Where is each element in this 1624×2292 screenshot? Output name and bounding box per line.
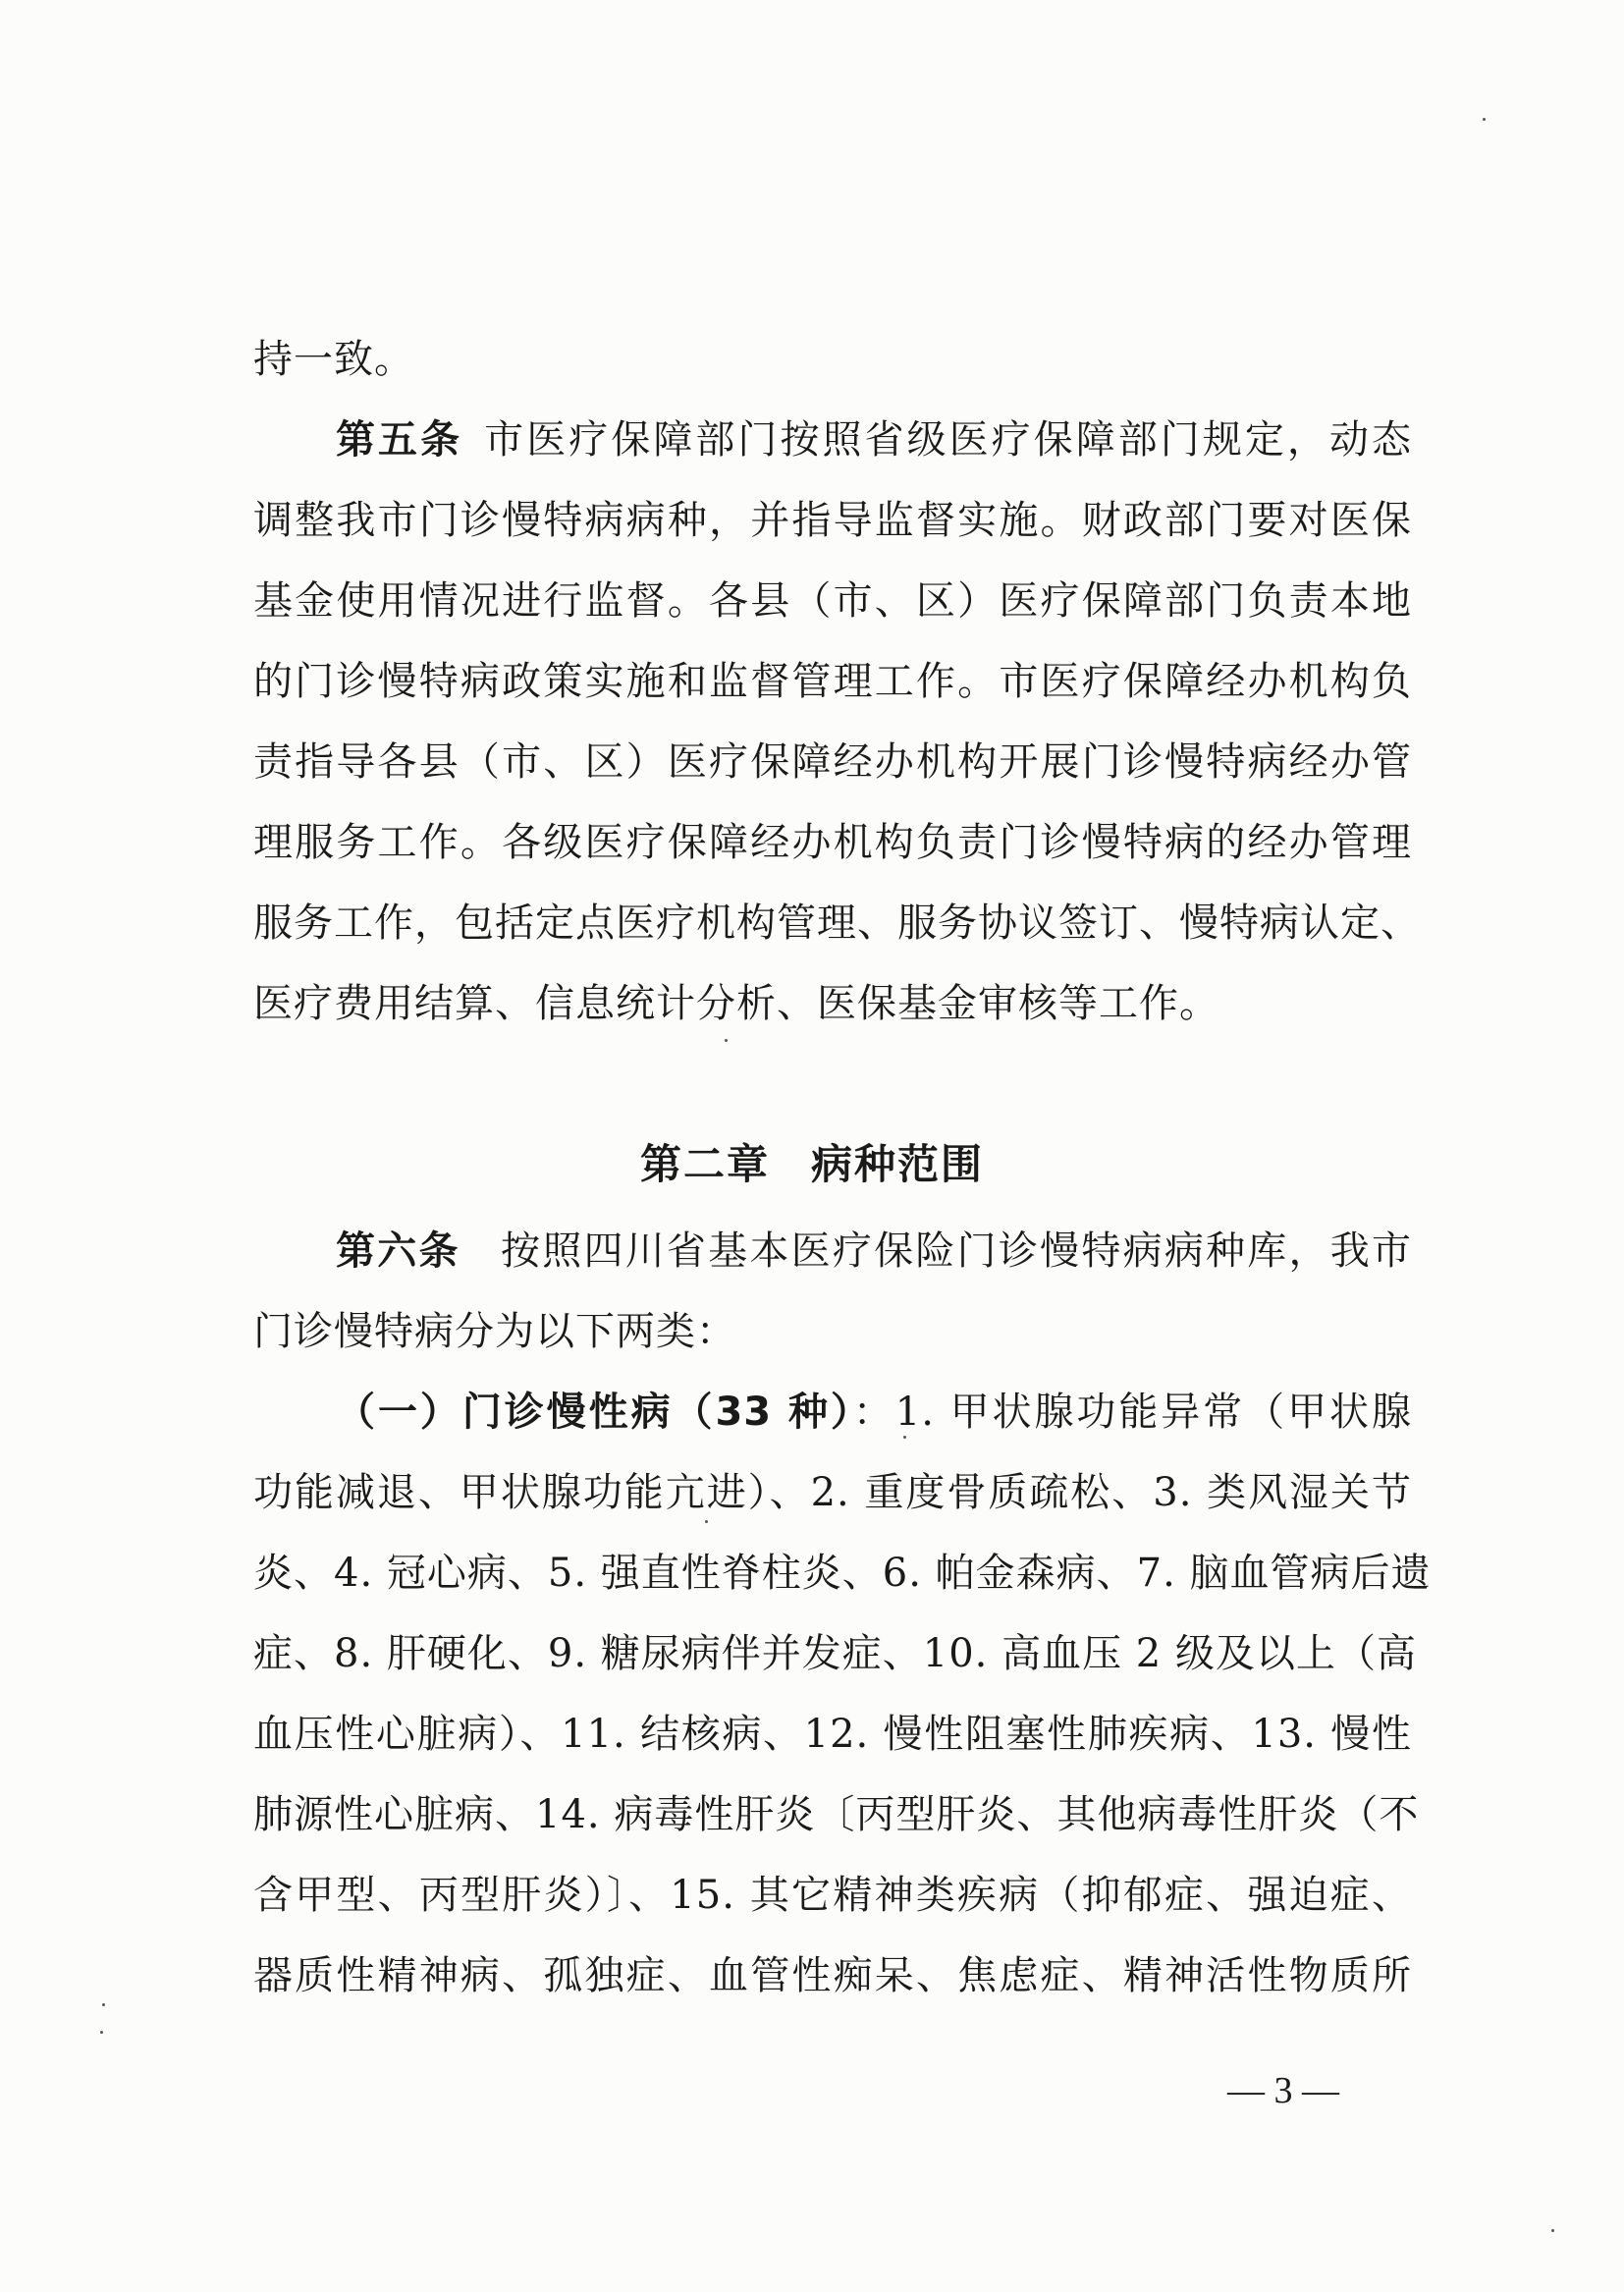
category-1-line: 炎、4. 冠心病、5. 强直性脊柱炎、6. 帕金森病、7. 脑血管病后遗: [253, 1551, 1432, 1596]
page-number: — 3 —: [1227, 2070, 1339, 2111]
article-5-text: 市医疗保障部门按照省级医疗保障部门规定，动态: [482, 417, 1413, 463]
article-5-line: 调整我市门诊慢特病病种，并指导监督实施。财政部门要对医保: [253, 498, 1412, 543]
scan-speck: [102, 2003, 105, 2006]
category-1-line: 症、8. 肝硬化、9. 糖尿病伴并发症、10. 高血压 2 级及以上（高: [253, 1631, 1417, 1676]
scan-speck: [1551, 2229, 1554, 2232]
paragraph-line: [253, 334, 1412, 385]
category-1-line: 功能减退、甲状腺功能亢进）、2. 重度骨质疏松、3. 类风湿关节: [253, 1470, 1412, 1515]
category-1-text: ：1. 甲状腺功能异常（甲状腺: [852, 1390, 1412, 1435]
scan-speck: [1483, 118, 1486, 121]
article-5-line: 服务工作，包括定点医疗机构管理、服务协议签订、慢特病认定、: [253, 900, 1421, 946]
article-5-line: 的门诊慢特病政策实施和监督管理工作。市医疗保障经办机构负: [253, 659, 1412, 704]
article-6-text: 按照四川省基本医疗保险门诊慢特病病种库，我市: [499, 1228, 1413, 1274]
article-6-first-line: [336, 1226, 1412, 1277]
category-1-line: 肺源性心脏病、14. 病毒性肝炎〔丙型肝炎、其他病毒性肝炎（不: [253, 1792, 1420, 1837]
chapter-number: 第二章: [639, 1140, 770, 1188]
scan-speck: [725, 1039, 728, 1042]
category-1-line: 血压性心脏病）、11. 结核病、12. 慢性阻塞性肺疾病、13. 慢性: [253, 1712, 1412, 1757]
article-5-line: 理服务工作。各级医疗保障经办机构负责门诊慢特病的经办管理: [253, 820, 1412, 865]
article-5-line: 医疗费用结算、信息统计分析、医保基金审核等工作。: [253, 981, 1219, 1026]
text-continuation: 持一致。: [253, 337, 414, 382]
scan-speck: [903, 1436, 906, 1439]
article-5-first-line: [336, 414, 1412, 465]
article-5-line: 责指导各县（市、区）医疗保障经办机构开展门诊慢特病经办管: [253, 739, 1412, 785]
scan-speck: [705, 1520, 708, 1523]
scan-speck: [100, 2031, 103, 2034]
category-1-line: 含甲型、丙型肝炎）〕、15. 其它精神类疾病（抑郁症、强迫症、: [253, 1873, 1412, 1918]
article-5-line: 基金使用情况进行监督。各县（市、区）医疗保障部门负责本地: [253, 578, 1412, 624]
chapter-heading: [0, 1137, 1624, 1192]
category-1-line: 器质性精神病、孤独症、血管性痴呆、焦虑症、精神活性物质所: [253, 1953, 1412, 1998]
chapter-title: 病种范围: [811, 1140, 985, 1188]
article-6-line: 门诊慢特病分为以下两类：: [253, 1309, 736, 1354]
category-1-first-line: [336, 1387, 1412, 1438]
article-5-label: 第五条: [336, 417, 463, 463]
category-1-label: （一）门诊慢性病（33 种）: [336, 1390, 853, 1435]
article-6-label: 第六条: [336, 1228, 460, 1274]
